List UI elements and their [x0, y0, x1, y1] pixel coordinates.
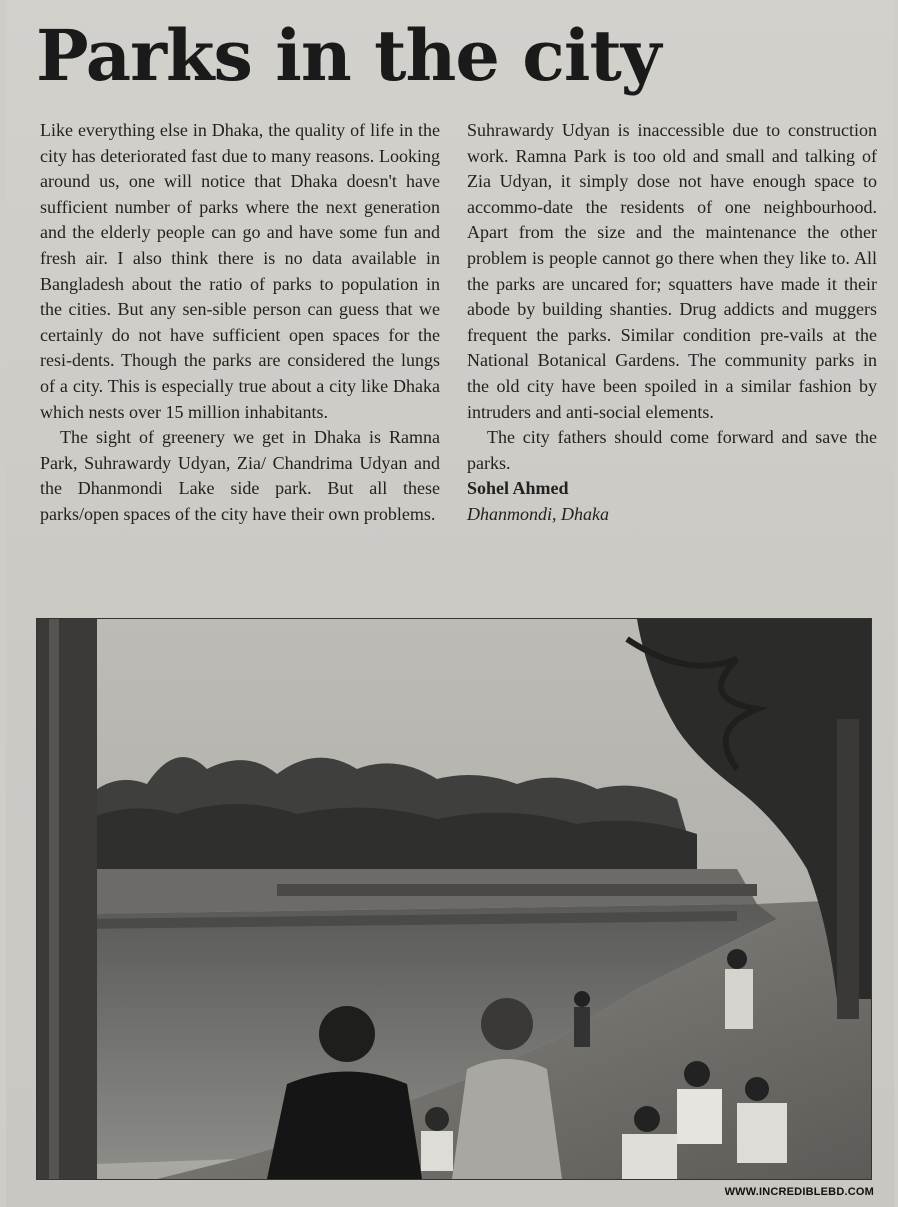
paragraph: The city fathers should come forward and save the parks.: [467, 427, 877, 473]
author-name: Sohel Ahmed: [467, 478, 569, 499]
headline: Parks in the city: [36, 14, 661, 97]
article-column-right: [467, 118, 877, 528]
paragraph: Suhrawardy Udyan is inaccessible due to construction work. Ramna Park is too old and small and talking of Zia Udyan, it simply dose not have enough space to accommo-date the residents of one neighbourhood. Apart from the size and the maintenance the other problem is people cannot go there when they like to. All the parks are uncared for; squatters have made it their abode by building shanties. Drug addicts and muggers frequent the parks. Similar condition pre-vails at the National Botanical Gardens. The community parks in the old city have been spoiled in a similar fashion by intruders and anti-social elements.: [467, 120, 877, 422]
paragraph: Like everything else in Dhaka, the quality of life in the city has deteriorated fast due to many reasons. Looking around us, one will notice that Dhaka doesn't have sufficient number of parks where the next generation and the elderly people can go and have some fun and fresh air. I also think there is no data available in Bangladesh about the ratio of parks to population in the cities. But any sen-sible person can guess that we certainly do not have sufficient open spaces for the resi-dents. Though the parks are considered the lungs of a city. This is especially true about a city like Dhaka which nests over 15 million inhabitants.: [40, 120, 440, 422]
article-column-left: [40, 118, 440, 528]
paragraph: The sight of greenery we get in Dhaka is Ramna Park, Suhrawardy Udyan, Zia/ Chandrima Udyan and the Dhanmondi Lake side park. But all these parks/open spaces of the city have their own problems.: [40, 427, 440, 524]
footer-url: WWW.INCREDIBLEBD.COM: [724, 1186, 874, 1198]
park-photo: [36, 618, 872, 1180]
author-location: Dhanmondi, Dhaka: [467, 503, 609, 524]
